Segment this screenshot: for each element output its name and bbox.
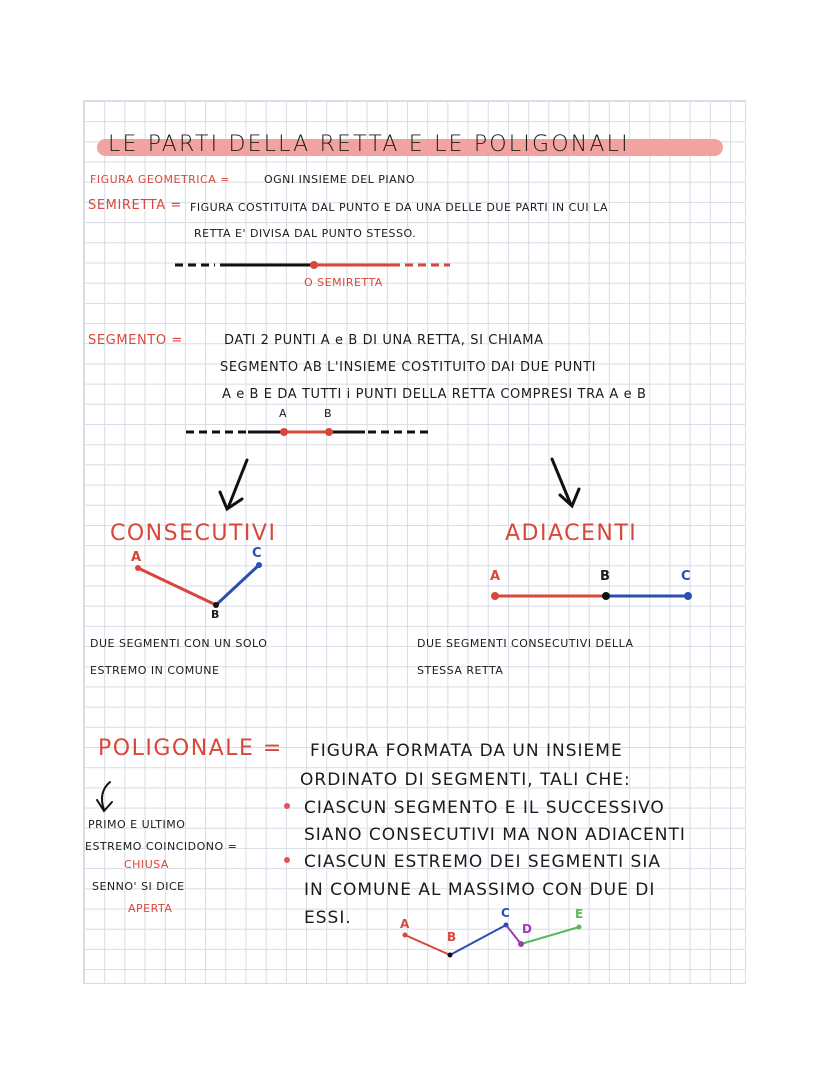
segmento-point-b-label: B — [324, 407, 333, 420]
poligonale-bullet2-line2: IN COMUNE AL MASSIMO CON DUE DI — [304, 880, 656, 900]
poligonale-line2: ORDINATO DI SEGMENTI, TALI CHE: — [300, 770, 631, 790]
segmento-line3: A e B E DA TUTTI i PUNTI DELLA RETTA COMPRESI TRA A e B — [222, 387, 647, 402]
figura-term: FIGURA GEOMETRICA = — [90, 173, 230, 186]
poligonale-segment-ab — [405, 935, 450, 955]
poligonale-bullet1-line2: SIANO CONSECUTIVI MA NON ADIACENTI — [304, 825, 686, 845]
poligonale-dot-d — [518, 941, 524, 947]
adiacenti-desc-line1: DUE SEGMENTI CONSECUTIVI DELLA — [417, 637, 634, 650]
segmento-point-a — [280, 428, 288, 436]
consecutivi-dot-a — [135, 565, 141, 571]
page-title: LE PARTI DELLA RETTA E LE POLIGONALI — [108, 132, 630, 157]
consecutivi-desc-line1: DUE SEGMENTI CON UN SOLO — [90, 637, 268, 650]
adiacenti-dot-b — [602, 592, 610, 600]
adiacenti-point-c: C — [681, 569, 692, 584]
poligonale-segment-de — [521, 927, 579, 944]
semiretta-term: SEMIRETTA = — [88, 198, 182, 213]
arrow-right — [552, 459, 579, 506]
poligonale-line1: FIGURA FORMATA DA UN INSIEME — [310, 741, 623, 761]
poligonale-side-chiusa: CHIUSA — [124, 858, 169, 871]
poligonale-dot-a — [403, 933, 408, 938]
poligonale-segment-bc — [450, 925, 506, 955]
consecutivi-point-a: A — [131, 550, 142, 565]
poligonale-bullet1-line1: CIASCUN SEGMENTO E IL SUCCESSIVO — [304, 798, 665, 818]
poligonale-side-line3: SENNO' SI DICE — [92, 880, 185, 893]
consecutivi-desc-line2: ESTREMO IN COMUNE — [90, 664, 220, 677]
consecutivi-point-b: B — [211, 608, 220, 621]
adiacenti-dot-c — [684, 592, 692, 600]
semiretta-line1: FIGURA COSTITUITA DAL PUNTO E DA UNA DELLE DUE PARTI IN CUI LA — [190, 201, 609, 214]
consecutivi-dot-b — [213, 602, 219, 608]
poligonale-diagram — [403, 923, 582, 958]
poligonale-dot-b — [448, 953, 453, 958]
adiacenti-title: ADIACENTI — [505, 521, 638, 546]
poligonale-bullet2-line1: CIASCUN ESTREMO DEI SEGMENTI SIA — [304, 852, 661, 872]
consecutivi-title: CONSECUTIVI — [110, 521, 277, 546]
poligonale-point-b: B — [447, 930, 457, 944]
segmento-term: SEGMENTO = — [88, 333, 183, 348]
adiacenti-dot-a — [491, 592, 499, 600]
arrow-left — [220, 460, 247, 509]
poligonale-segment-cd — [506, 925, 521, 944]
consecutivi-segment-bc — [216, 565, 259, 605]
semiretta-line2: RETTA E' DIVISA DAL PUNTO STESSO. — [194, 227, 417, 240]
poligonale-side-line2: ESTREMO COINCIDONO = — [85, 840, 238, 853]
segmento-point-a-label: A — [279, 407, 288, 420]
poligonale-side-line1: PRIMO E ULTIMO — [88, 818, 186, 831]
poligonale-point-d: D — [522, 922, 533, 936]
poligonale-dot-e — [577, 925, 582, 930]
poligonale-point-a: A — [400, 917, 410, 931]
segmento-diagram — [186, 428, 430, 436]
poligonale-point-c: C — [501, 906, 511, 920]
poligonale-arrow — [97, 782, 112, 811]
adiacenti-desc-line2: STESSA RETTA — [417, 664, 504, 677]
poligonale-term: POLIGONALE = — [98, 736, 283, 761]
adiacenti-diagram — [491, 592, 692, 600]
semiretta-diagram — [175, 261, 450, 269]
segmento-point-b — [325, 428, 333, 436]
figura-text: OGNI INSIEME DEL PIANO — [264, 173, 416, 186]
adiacenti-point-b: B — [600, 569, 611, 584]
poligonale-bullet2-line3: ESSI. — [304, 908, 352, 928]
semiretta-diagram-label: O SEMIRETTA — [304, 276, 383, 289]
poligonale-dot-c — [504, 923, 509, 928]
consecutivi-segment-ab — [138, 568, 216, 605]
segmento-line1: DATI 2 PUNTI A e B DI UNA RETTA, SI CHIAMA — [224, 333, 544, 348]
poligonale-side-aperta: APERTA — [128, 902, 173, 915]
consecutivi-point-c: C — [252, 546, 263, 561]
consecutivi-dot-c — [256, 562, 262, 568]
poligonale-point-e: E — [575, 907, 584, 921]
segmento-line2: SEGMENTO AB L'INSIEME COSTITUITO DAI DUE PUNTI — [220, 360, 597, 375]
consecutivi-diagram — [135, 562, 262, 608]
semiretta-origin-point — [310, 261, 318, 269]
adiacenti-point-a: A — [490, 569, 501, 584]
